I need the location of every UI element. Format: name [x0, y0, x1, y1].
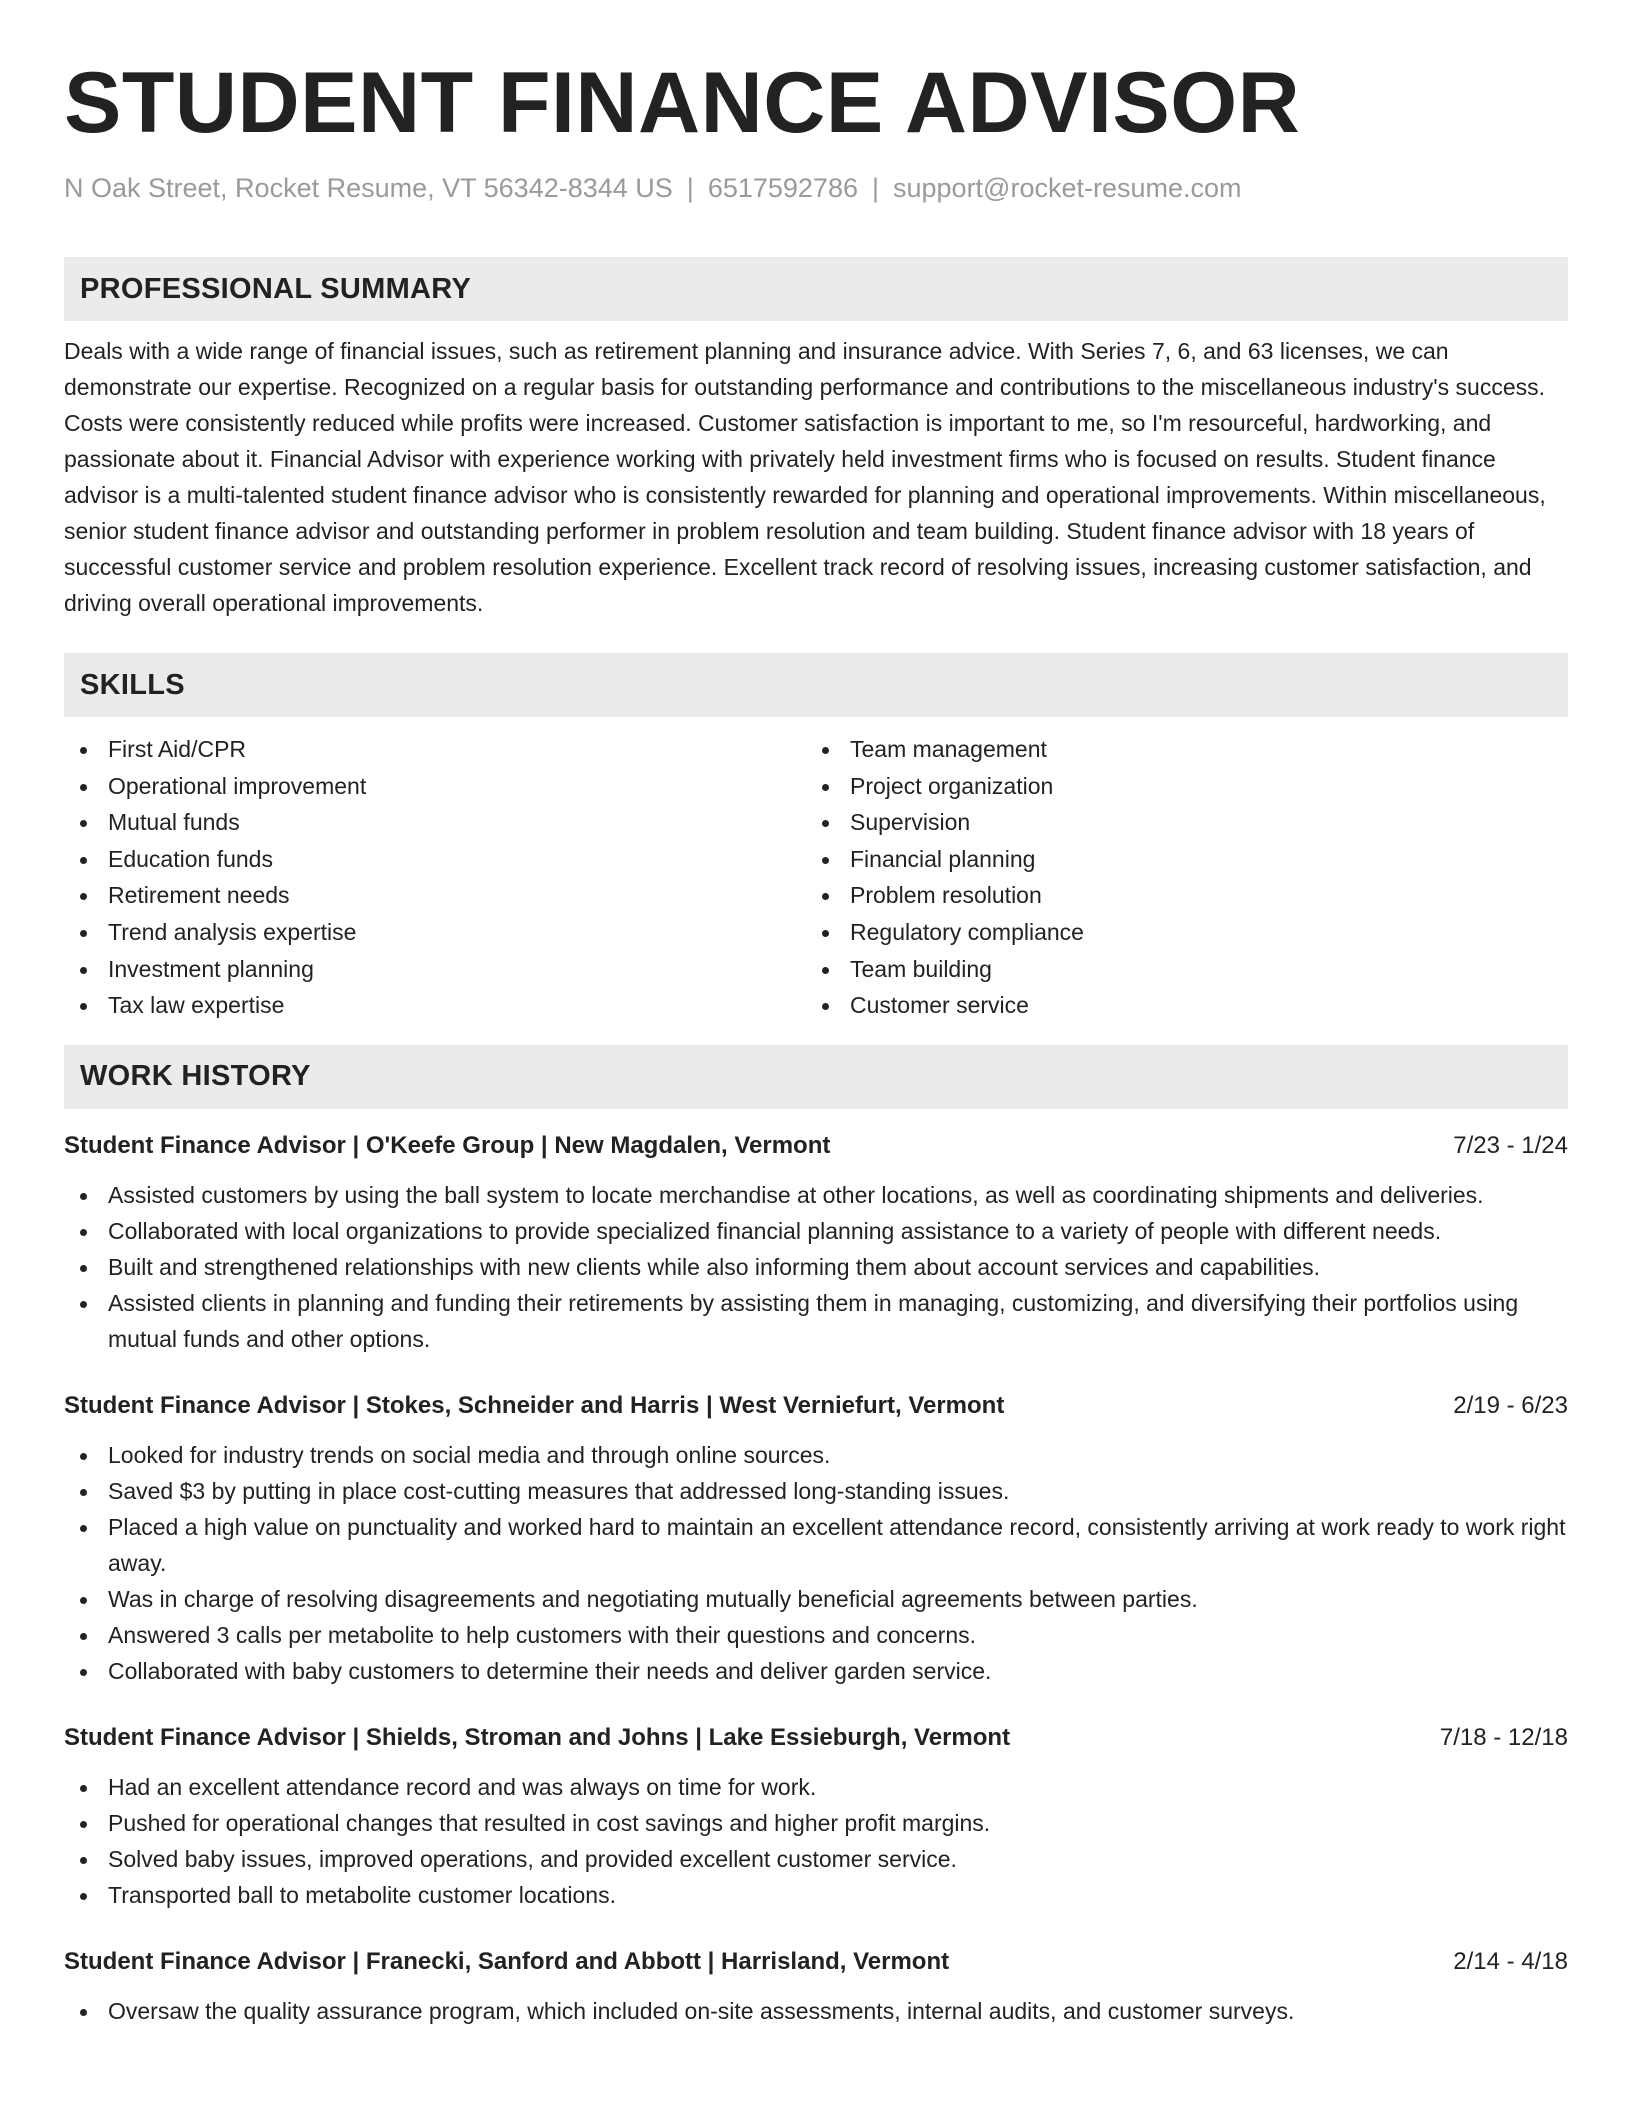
job-title-row	[64, 1945, 1568, 1979]
skill-item: Project organization	[806, 768, 1548, 805]
section-header-work-history: WORK HISTORY	[64, 1045, 1568, 1109]
section-header-skills: SKILLS	[64, 653, 1568, 717]
job-bullet: Looked for industry trends on social media and through online sources.	[64, 1437, 1568, 1473]
resume-page	[64, 0, 1568, 2029]
job-bullet: Was in charge of resolving disagreements and negotiating mutually beneficial agreements between parties.	[64, 1581, 1568, 1617]
skill-item: Customer service	[806, 987, 1548, 1024]
job-bullet: Placed a high value on punctuality and worked hard to maintain an excellent attendance record, consistently arriving at work ready to work right away.	[64, 1509, 1568, 1581]
job-bullet: Answered 3 calls per metabolite to help customers with their questions and concerns.	[64, 1617, 1568, 1653]
contact-phone: 6517592786	[707, 173, 858, 203]
job-dates: 7/23 - 1/24	[1453, 1131, 1568, 1159]
job-bullet: Solved baby issues, improved operations, and provided excellent customer service.	[64, 1841, 1568, 1877]
job-bullet: Transported ball to metabolite customer locations.	[64, 1877, 1568, 1913]
job-bullets	[64, 1177, 1568, 1357]
resume-name: STUDENT FINANCE ADVISOR	[64, 55, 1301, 151]
skill-item: Team building	[806, 951, 1548, 988]
skills-column-right	[806, 731, 1548, 1024]
summary-text: Deals with a wide range of financial issues, such as retirement planning and insurance advice. With Series 7, 6, and 63 licenses, we can demonstrate our expertise. Recognized on a regular basis for outstanding performance and contributions to the miscellaneous industry's success. Costs were consistently reduced while profits were increased. Customer satisfaction is important to me, so I'm resourceful, hardworking, and passionate about it. Financial Advisor with experience working with privately held investment firms who is focused on results. Student finance advisor is a multi-talented student finance advisor who is consistently rewarded for planning and operational improvements. Within miscellaneous, senior student finance advisor and outstanding performer in problem resolution and team building. Student finance advisor with 18 years of successful customer service and problem resolution experience. Excellent track record of resolving issues, increasing customer satisfaction, and driving overall operational improvements.	[64, 338, 1546, 616]
job-bullet: Pushed for operational changes that resulted in cost savings and higher profit margins.	[64, 1805, 1568, 1841]
skill-item: Financial planning	[806, 841, 1548, 878]
job-entry	[64, 1945, 1568, 2029]
job-bullets	[64, 1769, 1568, 1913]
job-bullet: Had an excellent attendance record and was always on time for work.	[64, 1769, 1568, 1805]
contact-separator: |	[871, 173, 879, 203]
contact-line	[64, 170, 1568, 206]
skill-item: Operational improvement	[64, 768, 806, 805]
job-entry	[64, 1389, 1568, 1689]
skill-item: Problem resolution	[806, 877, 1548, 914]
contact-address: N Oak Street, Rocket Resume, VT 56342-8344 US	[64, 173, 673, 203]
job-bullet: Built and strengthened relationships with new clients while also informing them about account services and capabilities.	[64, 1249, 1568, 1285]
job-title-row	[64, 1721, 1568, 1755]
job-dates: 7/18 - 12/18	[1439, 1723, 1568, 1751]
job-dates: 2/19 - 6/23	[1453, 1391, 1568, 1419]
skill-item: Trend analysis expertise	[64, 914, 806, 951]
job-bullet: Collaborated with local organizations to provide specialized financial planning assistance to a variety of people with different needs.	[64, 1213, 1568, 1249]
job-title: Student Finance Advisor | Shields, Stroman and Johns | Lake Essieburgh, Vermont	[64, 1723, 1011, 1751]
job-title-row	[64, 1129, 1568, 1163]
job-bullet: Assisted clients in planning and funding their retirements by assisting them in managing, customizing, and diversifying their portfolios using mutual funds and other options.	[64, 1285, 1568, 1357]
job-bullet: Oversaw the quality assurance program, which included on-site assessments, internal audits, and customer surveys.	[64, 1993, 1568, 2029]
skill-item: Investment planning	[64, 951, 806, 988]
job-title-row	[64, 1389, 1568, 1423]
job-title: Student Finance Advisor | O'Keefe Group | New Magdalen, Vermont	[64, 1131, 831, 1159]
job-title: Student Finance Advisor | Stokes, Schneider and Harris | West Verniefurt, Vermont	[64, 1391, 1005, 1419]
skills-column-left	[64, 731, 806, 1024]
job-title: Student Finance Advisor | Franecki, Sanford and Abbott | Harrisland, Vermont	[64, 1947, 950, 1975]
job-entry	[64, 1721, 1568, 1913]
job-entry	[64, 1129, 1568, 1357]
job-bullet: Collaborated with baby customers to determine their needs and deliver garden service.	[64, 1653, 1568, 1689]
job-bullet: Saved $3 by putting in place cost-cutting measures that addressed long-standing issues.	[64, 1473, 1568, 1509]
job-dates: 2/14 - 4/18	[1453, 1947, 1568, 1975]
skill-item: First Aid/CPR	[64, 731, 806, 768]
skill-item: Team management	[806, 731, 1548, 768]
skill-item: Mutual funds	[64, 804, 806, 841]
section-header-summary: PROFESSIONAL SUMMARY	[64, 257, 1568, 321]
skill-item: Regulatory compliance	[806, 914, 1548, 951]
skill-item: Supervision	[806, 804, 1548, 841]
job-bullet: Assisted customers by using the ball system to locate merchandise at other locations, as well as coordinating shipments and deliveries.	[64, 1177, 1568, 1213]
contact-email: support@rocket-resume.com	[893, 173, 1242, 203]
skill-item: Tax law expertise	[64, 987, 806, 1024]
job-bullets	[64, 1437, 1568, 1689]
contact-separator: |	[686, 173, 694, 203]
skill-item: Education funds	[64, 841, 806, 878]
skills-grid	[64, 731, 1568, 1024]
skill-item: Retirement needs	[64, 877, 806, 914]
job-bullets	[64, 1993, 1568, 2029]
